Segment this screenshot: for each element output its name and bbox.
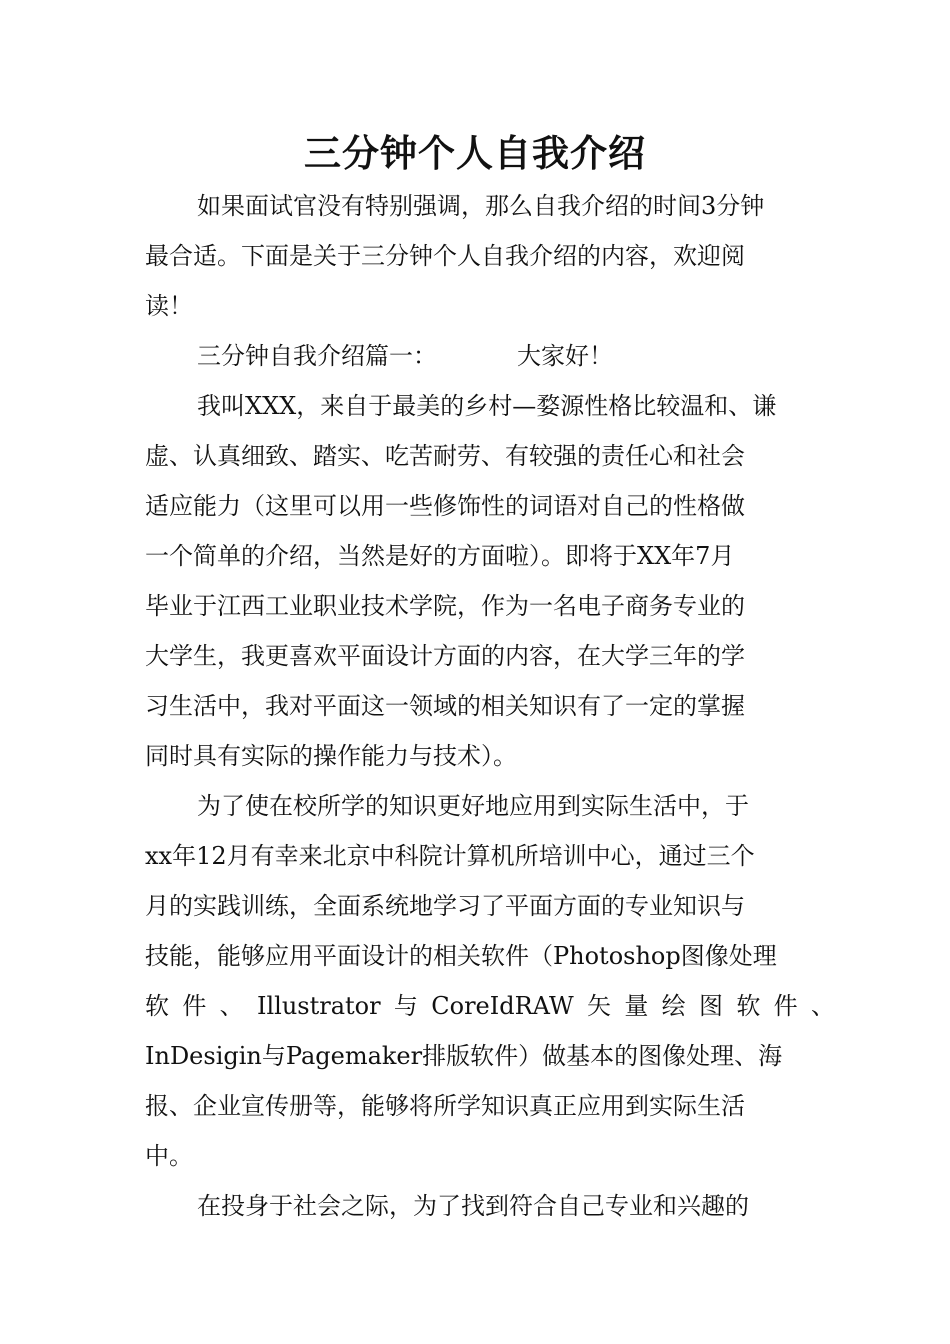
paragraph-line: 如果面试官没有特别强调，那么自我介绍的时间3分钟 bbox=[197, 192, 765, 220]
justified-token: 量 bbox=[624, 992, 649, 1020]
paragraph-line: 月的实践训练，全面系统地学习了平面方面的专业知识与 bbox=[145, 892, 745, 920]
justified-token: 绘 bbox=[661, 992, 686, 1020]
paragraph-line: 毕业于江西工业职业技术学院，作为一名电子商务专业的 bbox=[145, 592, 745, 620]
justified-token: Illustrator bbox=[256, 992, 381, 1020]
justified-token: 图 bbox=[699, 992, 723, 1020]
document-body bbox=[145, 181, 835, 1231]
paragraph-line: 虚、认真细致、踏实、吃苦耐劳、有较强的责任心和社会 bbox=[145, 442, 745, 470]
paragraph-line: 同时具有实际的操作能力与技术）。 bbox=[145, 742, 517, 770]
justified-token: CoreIdRAW bbox=[431, 992, 574, 1020]
justified-token: 、 bbox=[810, 992, 835, 1020]
paragraph-line: 在投身于社会之际，为了找到符合自己专业和兴趣的 bbox=[197, 1192, 749, 1220]
justified-token: 矢 bbox=[587, 992, 612, 1020]
paragraph-line: 报、企业宣传册等，能够将所学知识真正应用到实际生活 bbox=[145, 1092, 745, 1120]
paragraph-line: 一个简单的介绍，当然是好的方面啦）。即将于XX年7月 bbox=[145, 542, 735, 570]
paragraph-line: 最合适。下面是关于三分钟个人自我介绍的内容，欢迎阅 bbox=[145, 242, 745, 270]
greeting: 大家好！ bbox=[517, 342, 613, 370]
paragraph-line: xx年12月有幸来北京中科院计算机所培训中心，通过三个 bbox=[145, 842, 755, 870]
justified-token: 、 bbox=[219, 992, 244, 1020]
justified-token: 件 bbox=[773, 992, 798, 1020]
justified-token: 软 bbox=[736, 992, 761, 1020]
justified-token: 件 bbox=[182, 992, 207, 1020]
paragraph-line: InDesigin与Pagemaker排版软件）做基本的图像处理、海 bbox=[145, 1042, 783, 1070]
justified-token: 软 bbox=[145, 992, 169, 1020]
paragraph-line: 大学生，我更喜欢平面设计方面的内容，在大学三年的学 bbox=[145, 642, 745, 670]
paragraph-line: 适应能力（这里可以用一些修饰性的词语对自己的性格做 bbox=[145, 492, 745, 520]
justified-line bbox=[145, 981, 835, 1031]
paragraph-line: 习生活中，我对平面这一领域的相关知识有了一定的掌握 bbox=[145, 692, 745, 720]
section-heading: 三分钟自我介绍篇一： bbox=[197, 342, 437, 370]
section-heading-line bbox=[145, 331, 810, 381]
paragraph-line: 中。 bbox=[145, 1142, 193, 1170]
paragraph-line: 为了使在校所学的知识更好地应用到实际生活中，于 bbox=[197, 792, 749, 820]
paragraph-line: 我叫XXX，来自于最美的乡村—婺源性格比较温和、谦 bbox=[197, 392, 777, 420]
justified-token: 与 bbox=[393, 992, 418, 1020]
paragraph-line: 技能，能够应用平面设计的相关软件（Photoshop图像处理 bbox=[145, 942, 777, 970]
paragraph-line: 读！ bbox=[145, 292, 193, 320]
document-title: 三分钟个人自我介绍 bbox=[304, 131, 646, 175]
